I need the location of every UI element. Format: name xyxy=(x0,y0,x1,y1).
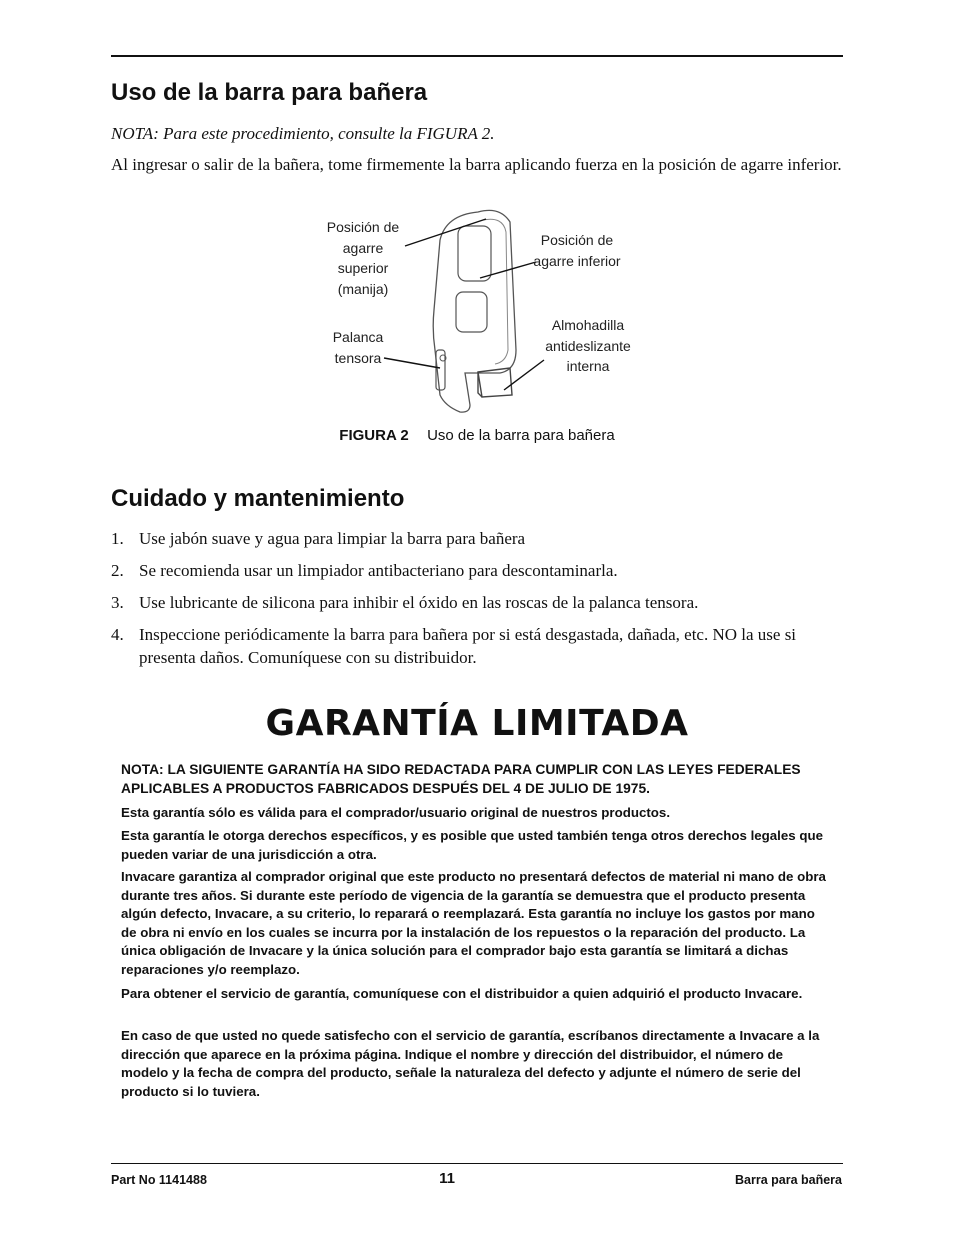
figure-note: NOTA: Para este procedimiento, consulte la FIGURA 2. xyxy=(111,124,495,143)
list-item: 1. Use jabón suave y agua para limpiar la barra para bañera xyxy=(111,529,526,548)
footer-page-number: 11 xyxy=(439,1170,455,1187)
care-steps-list xyxy=(111,528,843,679)
section-title-bath-bar-use: Uso de la barra para bañera xyxy=(111,79,428,106)
warranty-paragraph: Para obtener el servicio de garantía, comuníquese con el distribuidor a quien adquirió el producto Invacare. xyxy=(121,986,803,1001)
list-item: 4. Inspeccione periódicamente la barra para bañera por si está desgastada, dañada, etc. NO la use si presenta daños. Comuníquese con su distribuidor. xyxy=(111,625,797,667)
top-rule xyxy=(111,55,843,57)
figure-caption-text: Uso de la barra para bañera xyxy=(427,427,615,444)
list-item: 3. Use lubricante de silicona para inhibir el óxido en las roscas de la palanca tensora. xyxy=(111,593,699,612)
label-nonslip-pad: Almohadilla antideslizante interna xyxy=(545,317,631,374)
figure-caption xyxy=(0,427,954,444)
footer-product-name: Barra para bañera xyxy=(734,1173,842,1187)
figure-caption-number: FIGURA 2 xyxy=(339,427,409,444)
label-lower-grip: Posición de agarre inferior xyxy=(533,232,621,269)
warranty-title: GARANTÍA LIMITADA xyxy=(265,703,689,744)
figure-2 xyxy=(300,200,660,430)
list-item: 2. Se recomienda usar un limpiador antibacteriano para descontaminarla. xyxy=(111,561,618,580)
footer-rule xyxy=(111,1163,843,1164)
warranty-paragraph: Esta garantía le otorga derechos específicos, y es posible que usted también tenga otros derechos legales que pueden variar de una jurisdicción a otra. xyxy=(121,828,823,862)
label-upper-grip: Posición de agarre superior (manija) xyxy=(326,219,400,297)
section-title-care: Cuidado y mantenimiento xyxy=(111,485,405,512)
warranty-note: NOTA: LA SIGUIENTE GARANTÍA HA SIDO REDACTADA PARA CUMPLIR CON LAS LEYES FEDERALES APLICABLES A PRODUCTOS FABRICADOS DESPUÉS DEL 4 DE JULIO DE 1975. xyxy=(121,762,801,796)
usage-paragraph: Al ingresar o salir de la bañera, tome firmemente la barra aplicando fuerza en la posición de agarre inferior. xyxy=(111,155,842,174)
warranty-paragraph: Esta garantía sólo es válida para el comprador/usuario original de nuestros productos. xyxy=(121,805,671,820)
warranty-paragraph: Invacare garantiza al comprador original que este producto no presentará defectos de material ni mano de obra durante tres años. Si durante este período de vigencia de la garantía se demuestra que el producto presenta algún defecto, Invacare, a su criterio, lo reparará o reemplazará. Esta garantía no incluye los gastos por mano de obra ni envío en los cuales se incurra por la instalación de los repuestos o la reparación del producto. La única obligación de Invacare y la única solución para el comprador bajo esta garantía se limitará a dichas reparaciones y/o reemplazo. xyxy=(121,869,826,977)
label-tension-lever: Palanca tensora xyxy=(332,329,384,366)
footer-part-number: Part No 1141488 xyxy=(111,1173,207,1187)
warranty-paragraph: En caso de que usted no quede satisfecho con el servicio de garantía, escríbanos directamente a Invacare a la dirección que aparece en la próxima página. Indique el nombre y dirección del distribuidor, el número de modelo y la fecha de compra del producto, señale la naturaleza del defecto y adjunte el número de serie del producto si lo tuviera. xyxy=(121,1028,820,1099)
